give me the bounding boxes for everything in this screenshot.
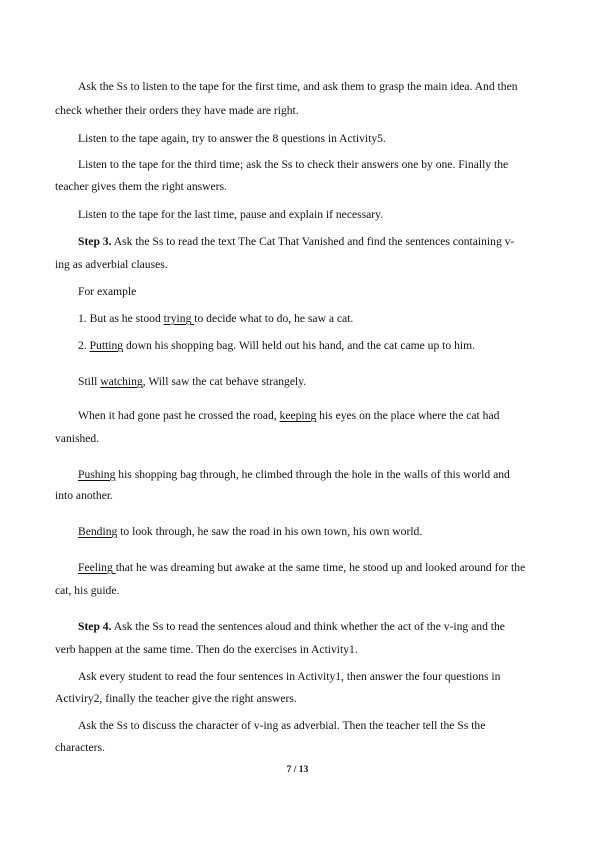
step-3-text: Ask the Ss to read the text The Cat That Vanished and find the sentences containing v- <box>111 235 515 248</box>
underlined-v-ing: watching <box>100 375 143 388</box>
step-4-text: Ask the Ss to read the sentences aloud and think whether the act of the v-ing and the <box>111 620 505 633</box>
paragraph-line: check whether their orders they have made are right. <box>55 104 299 117</box>
step-4-line <box>78 620 505 634</box>
paragraph-line: Ask the Ss to listen to the tape for the first time, and ask them to grasp the main idea. And then <box>78 80 518 93</box>
paragraph-line: characters. <box>55 741 105 754</box>
example-sentence <box>78 468 510 482</box>
sentence-text: that he was dreaming but awake at the same time, he stood up and looked around for the <box>115 561 526 574</box>
sentence-text: 1. But as he stood <box>78 312 164 325</box>
paragraph-line: cat, his guide. <box>55 584 120 597</box>
example-sentence <box>78 339 475 353</box>
sentence-text: to look through, he saw the road in his own town, his own world. <box>117 525 423 538</box>
paragraph-line: ing as adverbial clauses. <box>55 258 168 271</box>
step-3-line <box>78 235 514 249</box>
paragraph-line: Listen to the tape again, try to answer the 8 questions in Activity5. <box>78 132 386 145</box>
example-sentence <box>78 375 306 389</box>
sentence-text: his eyes on the place where the cat had <box>316 409 500 422</box>
paragraph-line: Listen to the tape for the third time; ask the Ss to check their answers one by one. Finally the <box>78 158 509 171</box>
underlined-v-ing: Putting <box>89 339 124 352</box>
paragraph-line: verb happen at the same time. Then do the exercises in Activity1. <box>55 643 358 656</box>
sentence-text: Still <box>78 375 101 388</box>
paragraph-line: teacher gives them the right answers. <box>55 180 227 193</box>
paragraph-line: Ask the Ss to discuss the character of v-ing as adverbial. Then the teacher tell the Ss the <box>78 719 486 732</box>
paragraph-line: vanished. <box>55 432 100 445</box>
sentence-text: 2. <box>78 339 90 352</box>
paragraph-line: Activiry2, finally the teacher give the right answers. <box>55 692 297 705</box>
page-number: 7 / 13 <box>286 765 309 775</box>
paragraph-line: Ask every student to read the four sentences in Activity1, then answer the four questions in <box>78 670 501 683</box>
underlined-v-ing: trying <box>163 312 195 325</box>
example-sentence <box>78 312 353 326</box>
paragraph-line: into another. <box>55 489 113 502</box>
underlined-v-ing: Pushing <box>78 468 116 481</box>
sentence-text: , Will saw the cat behave strangely. <box>142 375 307 388</box>
sentence-text: down his shopping bag. Will held out his hand, and the cat came up to him. <box>123 339 476 352</box>
step-4-label: Step 4. <box>78 620 112 633</box>
underlined-v-ing: keeping <box>279 409 317 422</box>
example-sentence <box>78 561 525 575</box>
step-3-label: Step 3. <box>78 235 112 248</box>
sentence-text: his shopping bag through, he climbed through the hole in the walls of this world and <box>115 468 510 481</box>
example-heading: For example <box>78 285 137 298</box>
example-sentence <box>78 409 499 423</box>
sentence-text: to decide what to do, he saw a cat. <box>194 312 354 325</box>
underlined-v-ing: Bending <box>78 525 118 538</box>
underlined-v-ing: Feeling <box>78 561 116 574</box>
sentence-text: When it had gone past he crossed the road, <box>78 409 280 422</box>
paragraph-line: Listen to the tape for the last time, pause and explain if necessary. <box>78 208 384 221</box>
example-sentence <box>78 525 422 539</box>
